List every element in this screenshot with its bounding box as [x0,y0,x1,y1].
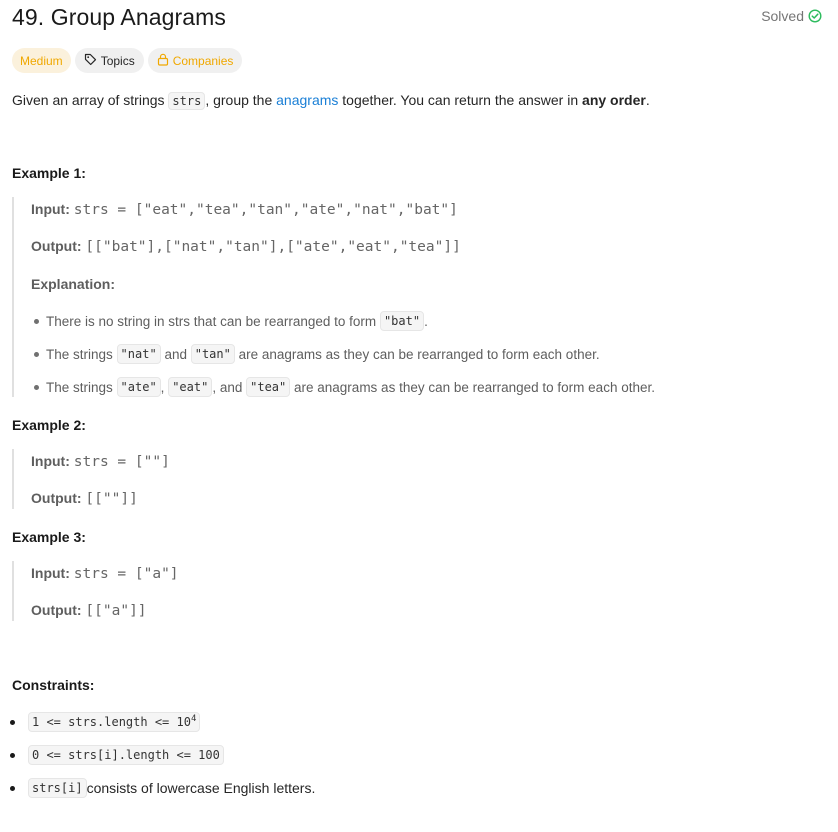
difficulty-badge[interactable]: Medium [12,48,71,73]
constraint-code-text: 1 <= strs.length <= 10 [32,715,191,729]
example-output: [["bat"],["nat","tan"],["ate","eat","tea"]] [85,239,461,255]
exponent: 4 [190,714,197,724]
example-3-heading: Example 3: [12,529,86,545]
constraint-code: 0 <= strs[i].length <= 100 [28,745,224,765]
explanation-bullet [46,377,655,397]
check-circle-icon [808,9,822,23]
tag-bar [12,48,242,73]
inline-code: "tan" [191,344,235,364]
solved-status [761,8,822,24]
tag-icon [84,53,97,69]
example-output: [[""]] [85,491,138,507]
example-2-heading: Example 2: [12,417,86,433]
bullet-text: , [160,379,165,395]
bullet-text: The strings [46,379,113,395]
inline-code: strs [168,92,205,110]
bullet-text: There is no string in strs that can be rearranged to form [46,313,377,329]
constraint-item [28,778,315,798]
inline-code: "ate" [117,377,161,397]
topics-label: Topics [100,53,135,68]
example-2-block [12,449,170,509]
output-label: Output: [31,490,82,506]
inline-code: "nat" [117,344,161,364]
example-3-block [12,561,179,621]
constraint-code: strs[i] [28,778,87,798]
inline-code: "eat" [168,377,212,397]
input-label: Input: [31,565,70,581]
input-label: Input: [31,453,70,469]
output-label: Output: [31,602,82,618]
example-1-block [12,197,655,397]
bullet-text: and [164,346,187,362]
companies-button[interactable] [148,48,243,73]
explanation-bullet [46,311,428,331]
constraint-text: consists of lowercase English letters. [86,780,316,796]
problem-title: 49. Group Anagrams [12,4,227,30]
bullet-text: are anagrams as they can be rearranged to form each other. [294,379,655,395]
example-input: strs = [""] [73,454,170,470]
topics-button[interactable] [75,48,144,73]
desc-bold: any order [582,92,646,108]
constraint-item [28,745,224,765]
solved-label: Solved [761,8,804,24]
explanation-label: Explanation: [31,276,116,292]
desc-text: . [645,92,650,108]
bullet-text: The strings [46,346,113,362]
desc-text: , group the [205,92,277,108]
constraint-code [28,712,200,732]
anagrams-link[interactable]: anagrams [276,92,339,108]
constraints-heading: Constraints: [12,677,95,693]
lock-icon [157,53,169,69]
companies-label: Companies [172,53,234,68]
bullet-text: . [424,313,428,329]
input-label: Input: [31,201,70,217]
explanation-bullet [46,344,600,364]
output-label: Output: [31,238,82,254]
bullet-text: , and [212,379,243,395]
bullet-text: are anagrams as they can be rearranged to form each other. [238,346,600,362]
desc-text: together. You can return the answer in [338,92,583,108]
inline-code: "bat" [380,311,424,331]
problem-description [12,90,650,110]
constraint-item [28,712,200,732]
example-output: [["a"]] [85,603,147,619]
example-1-heading: Example 1: [12,165,86,181]
inline-code: "tea" [246,377,290,397]
desc-text: Given an array of strings [12,92,169,108]
example-input: strs = ["a"] [73,566,179,582]
example-input: strs = ["eat","tea","tan","ate","nat","bat"] [73,202,458,218]
